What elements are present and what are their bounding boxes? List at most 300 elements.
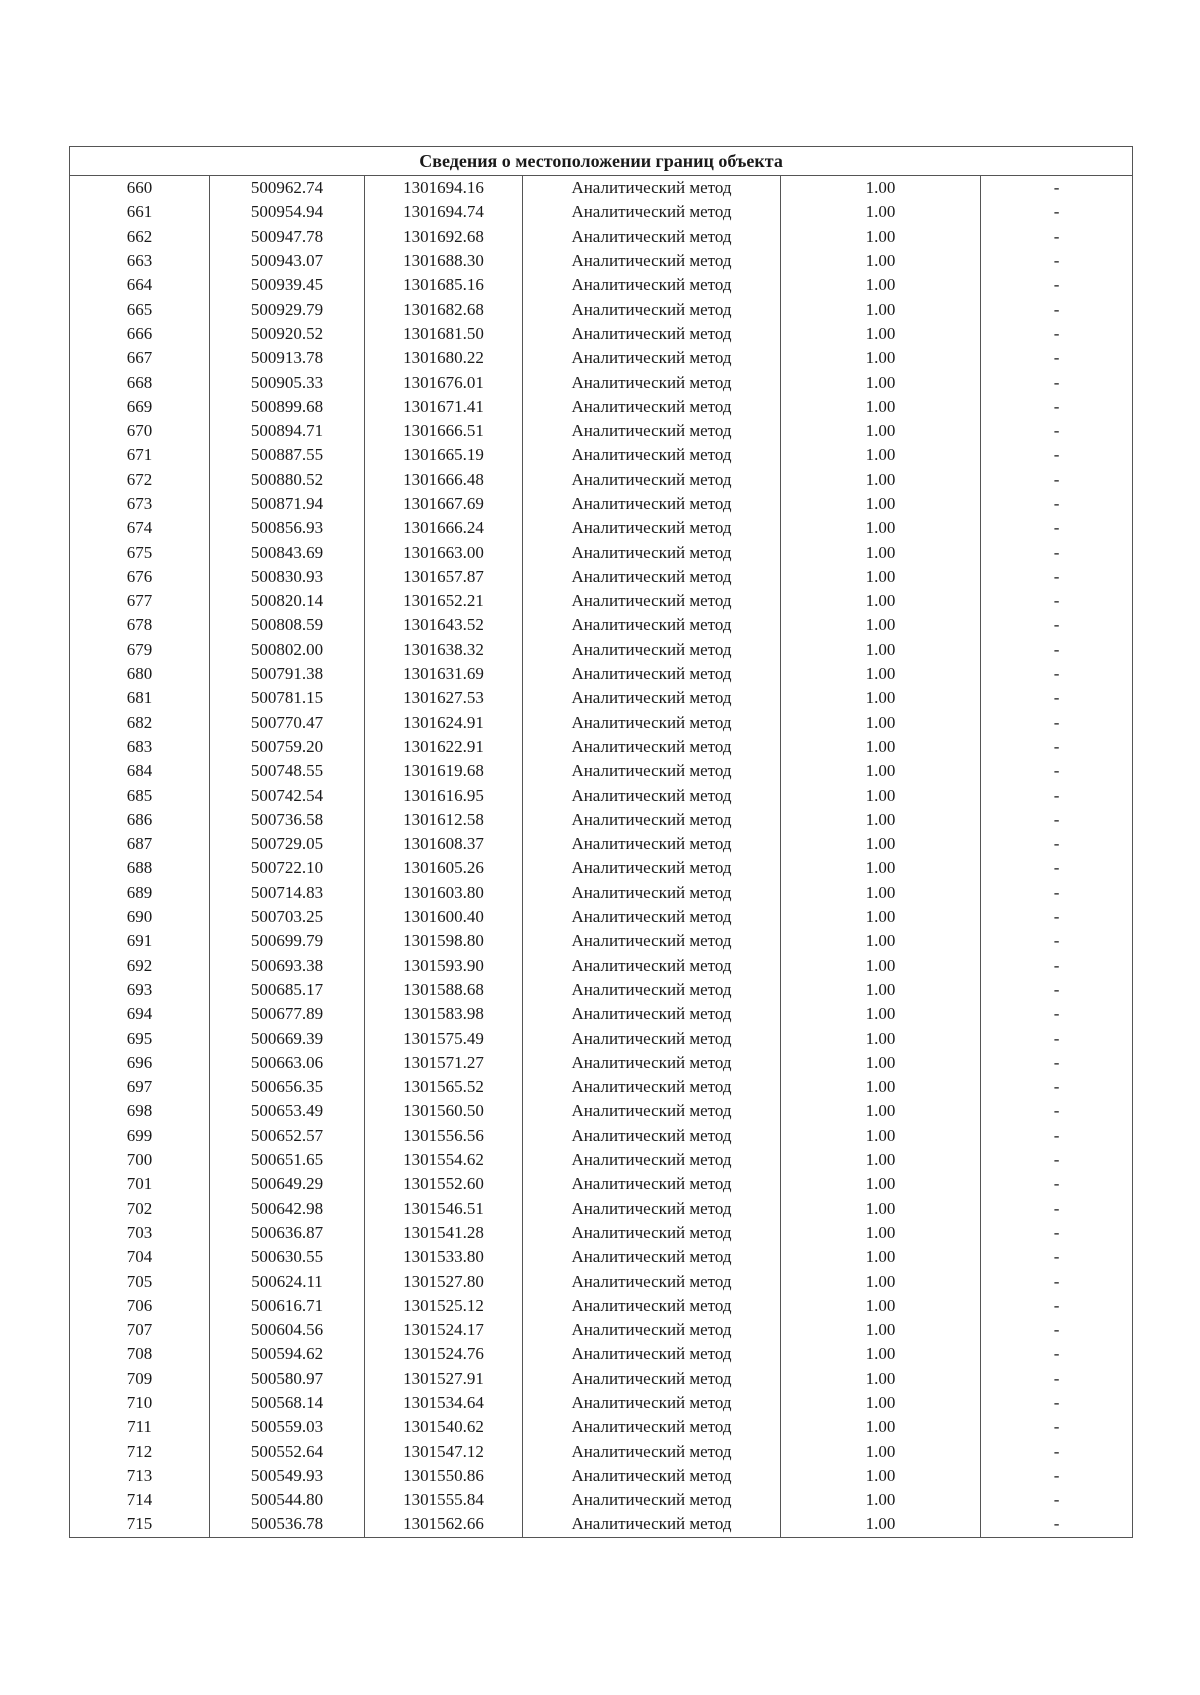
table-row <box>70 200 1133 224</box>
description-cell: - <box>981 735 1133 759</box>
table-title: Сведения о местоположении границ объекта <box>70 147 1133 176</box>
method-cell: Аналитический метод <box>523 322 781 346</box>
accuracy-cell: 1.00 <box>781 370 981 394</box>
x-coordinate-cell: 500580.97 <box>210 1367 365 1391</box>
accuracy-cell: 1.00 <box>781 1318 981 1342</box>
accuracy-cell: 1.00 <box>781 1099 981 1123</box>
point-number-cell: 693 <box>70 978 210 1002</box>
table-row <box>70 1026 1133 1050</box>
point-number-cell: 682 <box>70 711 210 735</box>
y-coordinate-cell: 1301652.21 <box>365 589 523 613</box>
method-cell: Аналитический метод <box>523 273 781 297</box>
accuracy-cell: 1.00 <box>781 711 981 735</box>
description-cell: - <box>981 808 1133 832</box>
y-coordinate-cell: 1301552.60 <box>365 1172 523 1196</box>
method-cell: Аналитический метод <box>523 1196 781 1220</box>
x-coordinate-cell: 500568.14 <box>210 1391 365 1415</box>
table-row <box>70 322 1133 346</box>
accuracy-cell: 1.00 <box>781 1075 981 1099</box>
method-cell: Аналитический метод <box>523 370 781 394</box>
y-coordinate-cell: 1301571.27 <box>365 1051 523 1075</box>
description-cell: - <box>981 783 1133 807</box>
x-coordinate-cell: 500856.93 <box>210 516 365 540</box>
description-cell: - <box>981 1245 1133 1269</box>
table-row <box>70 419 1133 443</box>
y-coordinate-cell: 1301692.68 <box>365 225 523 249</box>
y-coordinate-cell: 1301550.86 <box>365 1464 523 1488</box>
description-cell: - <box>981 929 1133 953</box>
point-number-cell: 663 <box>70 249 210 273</box>
method-cell: Аналитический метод <box>523 711 781 735</box>
table-row <box>70 516 1133 540</box>
y-coordinate-cell: 1301593.90 <box>365 954 523 978</box>
y-coordinate-cell: 1301554.62 <box>365 1148 523 1172</box>
accuracy-cell: 1.00 <box>781 443 981 467</box>
point-number-cell: 703 <box>70 1221 210 1245</box>
accuracy-cell: 1.00 <box>781 540 981 564</box>
point-number-cell: 665 <box>70 297 210 321</box>
description-cell: - <box>981 395 1133 419</box>
method-cell: Аналитический метод <box>523 1512 781 1537</box>
x-coordinate-cell: 500808.59 <box>210 613 365 637</box>
description-cell: - <box>981 468 1133 492</box>
y-coordinate-cell: 1301603.80 <box>365 881 523 905</box>
y-coordinate-cell: 1301524.17 <box>365 1318 523 1342</box>
method-cell: Аналитический метод <box>523 1075 781 1099</box>
x-coordinate-cell: 500947.78 <box>210 225 365 249</box>
method-cell: Аналитический метод <box>523 419 781 443</box>
accuracy-cell: 1.00 <box>781 686 981 710</box>
table-row <box>70 686 1133 710</box>
table-row <box>70 783 1133 807</box>
y-coordinate-cell: 1301565.52 <box>365 1075 523 1099</box>
method-cell: Аналитический метод <box>523 1124 781 1148</box>
table-row <box>70 1464 1133 1488</box>
x-coordinate-cell: 500759.20 <box>210 735 365 759</box>
point-number-cell: 697 <box>70 1075 210 1099</box>
description-cell: - <box>981 832 1133 856</box>
method-cell: Аналитический метод <box>523 225 781 249</box>
accuracy-cell: 1.00 <box>781 1002 981 1026</box>
method-cell: Аналитический метод <box>523 1172 781 1196</box>
accuracy-cell: 1.00 <box>781 297 981 321</box>
point-number-cell: 691 <box>70 929 210 953</box>
method-cell: Аналитический метод <box>523 443 781 467</box>
x-coordinate-cell: 500871.94 <box>210 492 365 516</box>
x-coordinate-cell: 500663.06 <box>210 1051 365 1075</box>
table-row <box>70 832 1133 856</box>
x-coordinate-cell: 500954.94 <box>210 200 365 224</box>
point-number-cell: 698 <box>70 1099 210 1123</box>
x-coordinate-cell: 500939.45 <box>210 273 365 297</box>
description-cell: - <box>981 370 1133 394</box>
method-cell: Аналитический метод <box>523 881 781 905</box>
table-row <box>70 1367 1133 1391</box>
table-row <box>70 492 1133 516</box>
description-cell: - <box>981 540 1133 564</box>
method-cell: Аналитический метод <box>523 1367 781 1391</box>
y-coordinate-cell: 1301546.51 <box>365 1196 523 1220</box>
table-row <box>70 346 1133 370</box>
method-cell: Аналитический метод <box>523 662 781 686</box>
description-cell: - <box>981 613 1133 637</box>
accuracy-cell: 1.00 <box>781 419 981 443</box>
accuracy-cell: 1.00 <box>781 735 981 759</box>
x-coordinate-cell: 500630.55 <box>210 1245 365 1269</box>
description-cell: - <box>981 419 1133 443</box>
y-coordinate-cell: 1301685.16 <box>365 273 523 297</box>
x-coordinate-cell: 500748.55 <box>210 759 365 783</box>
method-cell: Аналитический метод <box>523 1439 781 1463</box>
method-cell: Аналитический метод <box>523 297 781 321</box>
accuracy-cell: 1.00 <box>781 905 981 929</box>
table-row <box>70 954 1133 978</box>
description-cell: - <box>981 225 1133 249</box>
point-number-cell: 678 <box>70 613 210 637</box>
x-coordinate-cell: 500693.38 <box>210 954 365 978</box>
point-number-cell: 669 <box>70 395 210 419</box>
table-row <box>70 1148 1133 1172</box>
method-cell: Аналитический метод <box>523 516 781 540</box>
table-row <box>70 759 1133 783</box>
x-coordinate-cell: 500699.79 <box>210 929 365 953</box>
point-number-cell: 664 <box>70 273 210 297</box>
point-number-cell: 700 <box>70 1148 210 1172</box>
point-number-cell: 688 <box>70 856 210 880</box>
table-row <box>70 273 1133 297</box>
x-coordinate-cell: 500770.47 <box>210 711 365 735</box>
accuracy-cell: 1.00 <box>781 1221 981 1245</box>
point-number-cell: 690 <box>70 905 210 929</box>
table-row <box>70 565 1133 589</box>
table-row <box>70 176 1133 201</box>
table-row <box>70 589 1133 613</box>
x-coordinate-cell: 500830.93 <box>210 565 365 589</box>
y-coordinate-cell: 1301547.12 <box>365 1439 523 1463</box>
description-cell: - <box>981 1464 1133 1488</box>
description-cell: - <box>981 1002 1133 1026</box>
description-cell: - <box>981 1051 1133 1075</box>
accuracy-cell: 1.00 <box>781 1245 981 1269</box>
accuracy-cell: 1.00 <box>781 856 981 880</box>
accuracy-cell: 1.00 <box>781 929 981 953</box>
method-cell: Аналитический метод <box>523 686 781 710</box>
description-cell: - <box>981 297 1133 321</box>
description-cell: - <box>981 492 1133 516</box>
y-coordinate-cell: 1301666.48 <box>365 468 523 492</box>
description-cell: - <box>981 1512 1133 1537</box>
y-coordinate-cell: 1301560.50 <box>365 1099 523 1123</box>
point-number-cell: 695 <box>70 1026 210 1050</box>
table-row <box>70 468 1133 492</box>
x-coordinate-cell: 500544.80 <box>210 1488 365 1512</box>
method-cell: Аналитический метод <box>523 929 781 953</box>
x-coordinate-cell: 500594.62 <box>210 1342 365 1366</box>
table-row <box>70 1172 1133 1196</box>
x-coordinate-cell: 500802.00 <box>210 638 365 662</box>
method-cell: Аналитический метод <box>523 1342 781 1366</box>
description-cell: - <box>981 638 1133 662</box>
table-body <box>70 176 1133 1538</box>
y-coordinate-cell: 1301555.84 <box>365 1488 523 1512</box>
x-coordinate-cell: 500552.64 <box>210 1439 365 1463</box>
table-row <box>70 905 1133 929</box>
table-row <box>70 1294 1133 1318</box>
accuracy-cell: 1.00 <box>781 492 981 516</box>
description-cell: - <box>981 978 1133 1002</box>
point-number-cell: 701 <box>70 1172 210 1196</box>
accuracy-cell: 1.00 <box>781 881 981 905</box>
accuracy-cell: 1.00 <box>781 832 981 856</box>
x-coordinate-cell: 500616.71 <box>210 1294 365 1318</box>
method-cell: Аналитический метод <box>523 589 781 613</box>
description-cell: - <box>981 1075 1133 1099</box>
y-coordinate-cell: 1301680.22 <box>365 346 523 370</box>
description-cell: - <box>981 1488 1133 1512</box>
y-coordinate-cell: 1301671.41 <box>365 395 523 419</box>
y-coordinate-cell: 1301624.91 <box>365 711 523 735</box>
description-cell: - <box>981 905 1133 929</box>
point-number-cell: 687 <box>70 832 210 856</box>
table-row <box>70 225 1133 249</box>
method-cell: Аналитический метод <box>523 735 781 759</box>
point-number-cell: 667 <box>70 346 210 370</box>
method-cell: Аналитический метод <box>523 1148 781 1172</box>
description-cell: - <box>981 443 1133 467</box>
point-number-cell: 713 <box>70 1464 210 1488</box>
x-coordinate-cell: 500736.58 <box>210 808 365 832</box>
table-row <box>70 395 1133 419</box>
x-coordinate-cell: 500656.35 <box>210 1075 365 1099</box>
method-cell: Аналитический метод <box>523 808 781 832</box>
y-coordinate-cell: 1301540.62 <box>365 1415 523 1439</box>
table-row <box>70 1318 1133 1342</box>
accuracy-cell: 1.00 <box>781 1269 981 1293</box>
x-coordinate-cell: 500651.65 <box>210 1148 365 1172</box>
point-number-cell: 684 <box>70 759 210 783</box>
point-number-cell: 686 <box>70 808 210 832</box>
point-number-cell: 662 <box>70 225 210 249</box>
y-coordinate-cell: 1301605.26 <box>365 856 523 880</box>
description-cell: - <box>981 1415 1133 1439</box>
description-cell: - <box>981 1269 1133 1293</box>
accuracy-cell: 1.00 <box>781 589 981 613</box>
x-coordinate-cell: 500604.56 <box>210 1318 365 1342</box>
x-coordinate-cell: 500649.29 <box>210 1172 365 1196</box>
y-coordinate-cell: 1301638.32 <box>365 638 523 662</box>
x-coordinate-cell: 500894.71 <box>210 419 365 443</box>
accuracy-cell: 1.00 <box>781 1488 981 1512</box>
x-coordinate-cell: 500820.14 <box>210 589 365 613</box>
x-coordinate-cell: 500714.83 <box>210 881 365 905</box>
method-cell: Аналитический метод <box>523 540 781 564</box>
accuracy-cell: 1.00 <box>781 249 981 273</box>
description-cell: - <box>981 1391 1133 1415</box>
method-cell: Аналитический метод <box>523 249 781 273</box>
description-cell: - <box>981 1221 1133 1245</box>
accuracy-cell: 1.00 <box>781 638 981 662</box>
point-number-cell: 709 <box>70 1367 210 1391</box>
x-coordinate-cell: 500920.52 <box>210 322 365 346</box>
method-cell: Аналитический метод <box>523 759 781 783</box>
accuracy-cell: 1.00 <box>781 273 981 297</box>
table-row <box>70 808 1133 832</box>
point-number-cell: 685 <box>70 783 210 807</box>
x-coordinate-cell: 500549.93 <box>210 1464 365 1488</box>
accuracy-cell: 1.00 <box>781 1148 981 1172</box>
table-row <box>70 1221 1133 1245</box>
x-coordinate-cell: 500913.78 <box>210 346 365 370</box>
accuracy-cell: 1.00 <box>781 808 981 832</box>
table-row <box>70 1439 1133 1463</box>
accuracy-cell: 1.00 <box>781 1464 981 1488</box>
description-cell: - <box>981 1318 1133 1342</box>
accuracy-cell: 1.00 <box>781 759 981 783</box>
point-number-cell: 694 <box>70 1002 210 1026</box>
y-coordinate-cell: 1301643.52 <box>365 613 523 637</box>
x-coordinate-cell: 500685.17 <box>210 978 365 1002</box>
x-coordinate-cell: 500899.68 <box>210 395 365 419</box>
y-coordinate-cell: 1301534.64 <box>365 1391 523 1415</box>
y-coordinate-cell: 1301524.76 <box>365 1342 523 1366</box>
accuracy-cell: 1.00 <box>781 1124 981 1148</box>
accuracy-cell: 1.00 <box>781 1391 981 1415</box>
x-coordinate-cell: 500559.03 <box>210 1415 365 1439</box>
table-row <box>70 540 1133 564</box>
point-number-cell: 670 <box>70 419 210 443</box>
accuracy-cell: 1.00 <box>781 395 981 419</box>
method-cell: Аналитический метод <box>523 856 781 880</box>
accuracy-cell: 1.00 <box>781 225 981 249</box>
table-row <box>70 735 1133 759</box>
x-coordinate-cell: 500536.78 <box>210 1512 365 1537</box>
description-cell: - <box>981 176 1133 201</box>
method-cell: Аналитический метод <box>523 905 781 929</box>
point-number-cell: 696 <box>70 1051 210 1075</box>
y-coordinate-cell: 1301657.87 <box>365 565 523 589</box>
table-row <box>70 881 1133 905</box>
point-number-cell: 668 <box>70 370 210 394</box>
description-cell: - <box>981 516 1133 540</box>
y-coordinate-cell: 1301575.49 <box>365 1026 523 1050</box>
description-cell: - <box>981 881 1133 905</box>
x-coordinate-cell: 500887.55 <box>210 443 365 467</box>
accuracy-cell: 1.00 <box>781 978 981 1002</box>
accuracy-cell: 1.00 <box>781 1051 981 1075</box>
description-cell: - <box>981 1172 1133 1196</box>
x-coordinate-cell: 500652.57 <box>210 1124 365 1148</box>
description-cell: - <box>981 1294 1133 1318</box>
x-coordinate-cell: 500669.39 <box>210 1026 365 1050</box>
method-cell: Аналитический метод <box>523 395 781 419</box>
y-coordinate-cell: 1301541.28 <box>365 1221 523 1245</box>
method-cell: Аналитический метод <box>523 1026 781 1050</box>
method-cell: Аналитический метод <box>523 200 781 224</box>
y-coordinate-cell: 1301694.74 <box>365 200 523 224</box>
method-cell: Аналитический метод <box>523 1051 781 1075</box>
method-cell: Аналитический метод <box>523 1391 781 1415</box>
description-cell: - <box>981 1196 1133 1220</box>
description-cell: - <box>981 346 1133 370</box>
point-number-cell: 675 <box>70 540 210 564</box>
table-row <box>70 443 1133 467</box>
accuracy-cell: 1.00 <box>781 565 981 589</box>
accuracy-cell: 1.00 <box>781 1367 981 1391</box>
method-cell: Аналитический метод <box>523 832 781 856</box>
y-coordinate-cell: 1301562.66 <box>365 1512 523 1537</box>
y-coordinate-cell: 1301608.37 <box>365 832 523 856</box>
method-cell: Аналитический метод <box>523 1318 781 1342</box>
table-title-row <box>70 147 1133 176</box>
y-coordinate-cell: 1301666.51 <box>365 419 523 443</box>
method-cell: Аналитический метод <box>523 638 781 662</box>
y-coordinate-cell: 1301665.19 <box>365 443 523 467</box>
accuracy-cell: 1.00 <box>781 1342 981 1366</box>
table-row <box>70 1245 1133 1269</box>
table-row <box>70 1269 1133 1293</box>
x-coordinate-cell: 500943.07 <box>210 249 365 273</box>
method-cell: Аналитический метод <box>523 954 781 978</box>
method-cell: Аналитический метод <box>523 565 781 589</box>
table-row <box>70 613 1133 637</box>
table-row <box>70 662 1133 686</box>
method-cell: Аналитический метод <box>523 1415 781 1439</box>
description-cell: - <box>981 1148 1133 1172</box>
description-cell: - <box>981 249 1133 273</box>
table-row <box>70 638 1133 662</box>
description-cell: - <box>981 200 1133 224</box>
x-coordinate-cell: 500677.89 <box>210 1002 365 1026</box>
point-number-cell: 671 <box>70 443 210 467</box>
point-number-cell: 712 <box>70 1439 210 1463</box>
accuracy-cell: 1.00 <box>781 954 981 978</box>
point-number-cell: 708 <box>70 1342 210 1366</box>
point-number-cell: 699 <box>70 1124 210 1148</box>
method-cell: Аналитический метод <box>523 176 781 201</box>
table-row <box>70 1342 1133 1366</box>
accuracy-cell: 1.00 <box>781 468 981 492</box>
point-number-cell: 674 <box>70 516 210 540</box>
method-cell: Аналитический метод <box>523 492 781 516</box>
table-row <box>70 1124 1133 1148</box>
x-coordinate-cell: 500624.11 <box>210 1269 365 1293</box>
description-cell: - <box>981 662 1133 686</box>
y-coordinate-cell: 1301667.69 <box>365 492 523 516</box>
description-cell: - <box>981 954 1133 978</box>
y-coordinate-cell: 1301688.30 <box>365 249 523 273</box>
table-row <box>70 929 1133 953</box>
x-coordinate-cell: 500636.87 <box>210 1221 365 1245</box>
description-cell: - <box>981 1124 1133 1148</box>
description-cell: - <box>981 686 1133 710</box>
accuracy-cell: 1.00 <box>781 1196 981 1220</box>
y-coordinate-cell: 1301622.91 <box>365 735 523 759</box>
x-coordinate-cell: 500653.49 <box>210 1099 365 1123</box>
description-cell: - <box>981 1026 1133 1050</box>
description-cell: - <box>981 1367 1133 1391</box>
table-row <box>70 370 1133 394</box>
table-row <box>70 1196 1133 1220</box>
point-number-cell: 711 <box>70 1415 210 1439</box>
table-row <box>70 1099 1133 1123</box>
point-number-cell: 666 <box>70 322 210 346</box>
table-row <box>70 1488 1133 1512</box>
y-coordinate-cell: 1301666.24 <box>365 516 523 540</box>
method-cell: Аналитический метод <box>523 1002 781 1026</box>
accuracy-cell: 1.00 <box>781 662 981 686</box>
point-number-cell: 705 <box>70 1269 210 1293</box>
y-coordinate-cell: 1301556.56 <box>365 1124 523 1148</box>
